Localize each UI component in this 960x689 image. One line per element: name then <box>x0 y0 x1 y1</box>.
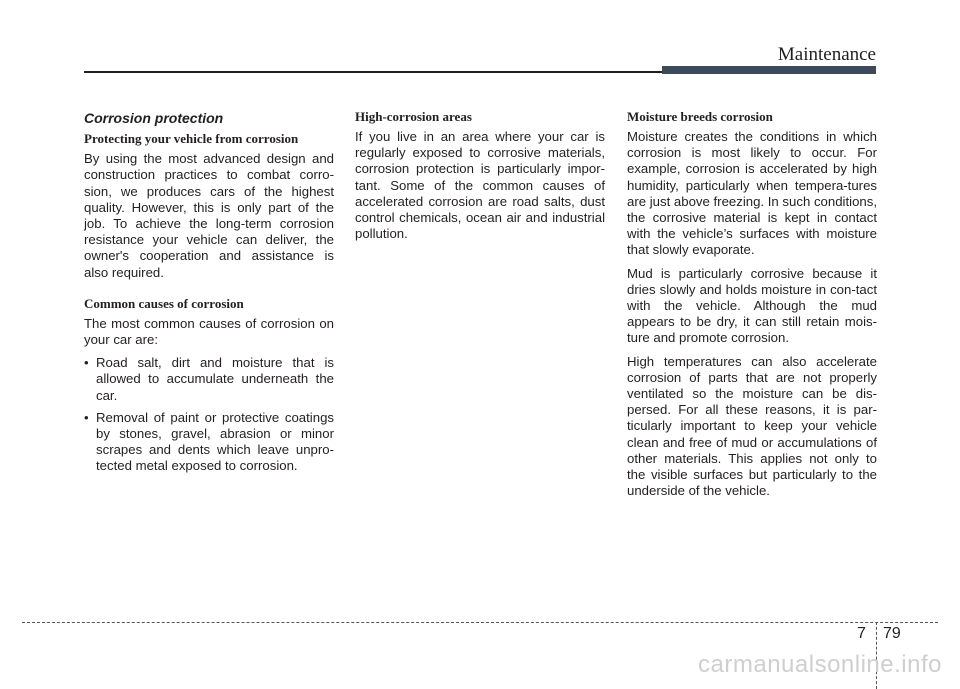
page-number: 79 <box>883 625 901 642</box>
chapter-number: 7 <box>857 625 866 642</box>
paragraph-moisture-1: Moisture creates the conditions in which corrosion is most likely to occur. For example, corrosion is accelerated by high humidity, particularly when tempera-tures are just above freezing. In such conditions, the corrosive material is kept in contact with the vehicle’s surfaces with moisture that slowly evaporate. <box>627 129 877 258</box>
footer-rule <box>22 622 938 623</box>
causes-list <box>84 355 334 474</box>
subheading-moisture: Moisture breeds corrosion <box>627 109 773 124</box>
page-header-title: Maintenance <box>777 44 876 65</box>
list-item: • Removal of paint or protective coatings by stones, gravel, abrasion or minor scrapes and dents which leave unpro-tected metal exposed to corrosion. <box>84 410 334 475</box>
paragraph-moisture-2: Mud is particularly corrosive because it dries slowly and holds moisture in con-tact with the vehicle. Although the mud appears to be dry, it can still retain mois-ture and promote corrosion. <box>627 265 877 346</box>
subheading-protecting: Protecting your vehicle from corrosion <box>84 131 299 147</box>
paragraph-high-corrosion: If you live in an area where your car is regularly exposed to corrosive materials, corrosion protection is particularly impor-tant. Some of the common causes of accelerated corrosion are road salts, dust control chemicals, ocean air and industrial pollution. <box>355 129 605 242</box>
header-rule <box>84 71 662 73</box>
column-3 <box>627 110 877 506</box>
section-title: Corrosion protection <box>84 110 224 126</box>
list-item: • Road salt, dirt and moisture that is allowed to accumulate underneath the car. <box>84 355 334 404</box>
column-2 <box>355 110 605 249</box>
paragraph-common-causes: The most common causes of corrosion on your car are: <box>84 315 334 348</box>
paragraph-moisture-3: High temperatures can also accelerate corrosion of parts that are not properly ventilated so the moisture can be dis-persed. For all these reasons, it is par-ticularly important to keep your vehicle clean and free of mud or accumulations of other materials. This applies not only to the visible surfaces but particularly to the underside of the vehicle. <box>627 353 877 499</box>
column-1 <box>84 110 334 481</box>
subheading-high-corrosion: High-corrosion areas <box>355 109 472 124</box>
paragraph-protecting: By using the most advanced design and construction practices to combat corro-sion, we produces cars of the highest quality. However, this is only part of the job. To achieve the long-term corrosion resistance your vehicle can deliver, the owner's cooperation and assistance is also required. <box>84 151 334 280</box>
watermark: carmanualsonline.info <box>698 651 942 678</box>
subheading-common-causes: Common causes of corrosion <box>84 295 244 311</box>
header-accent-bar <box>662 66 876 74</box>
